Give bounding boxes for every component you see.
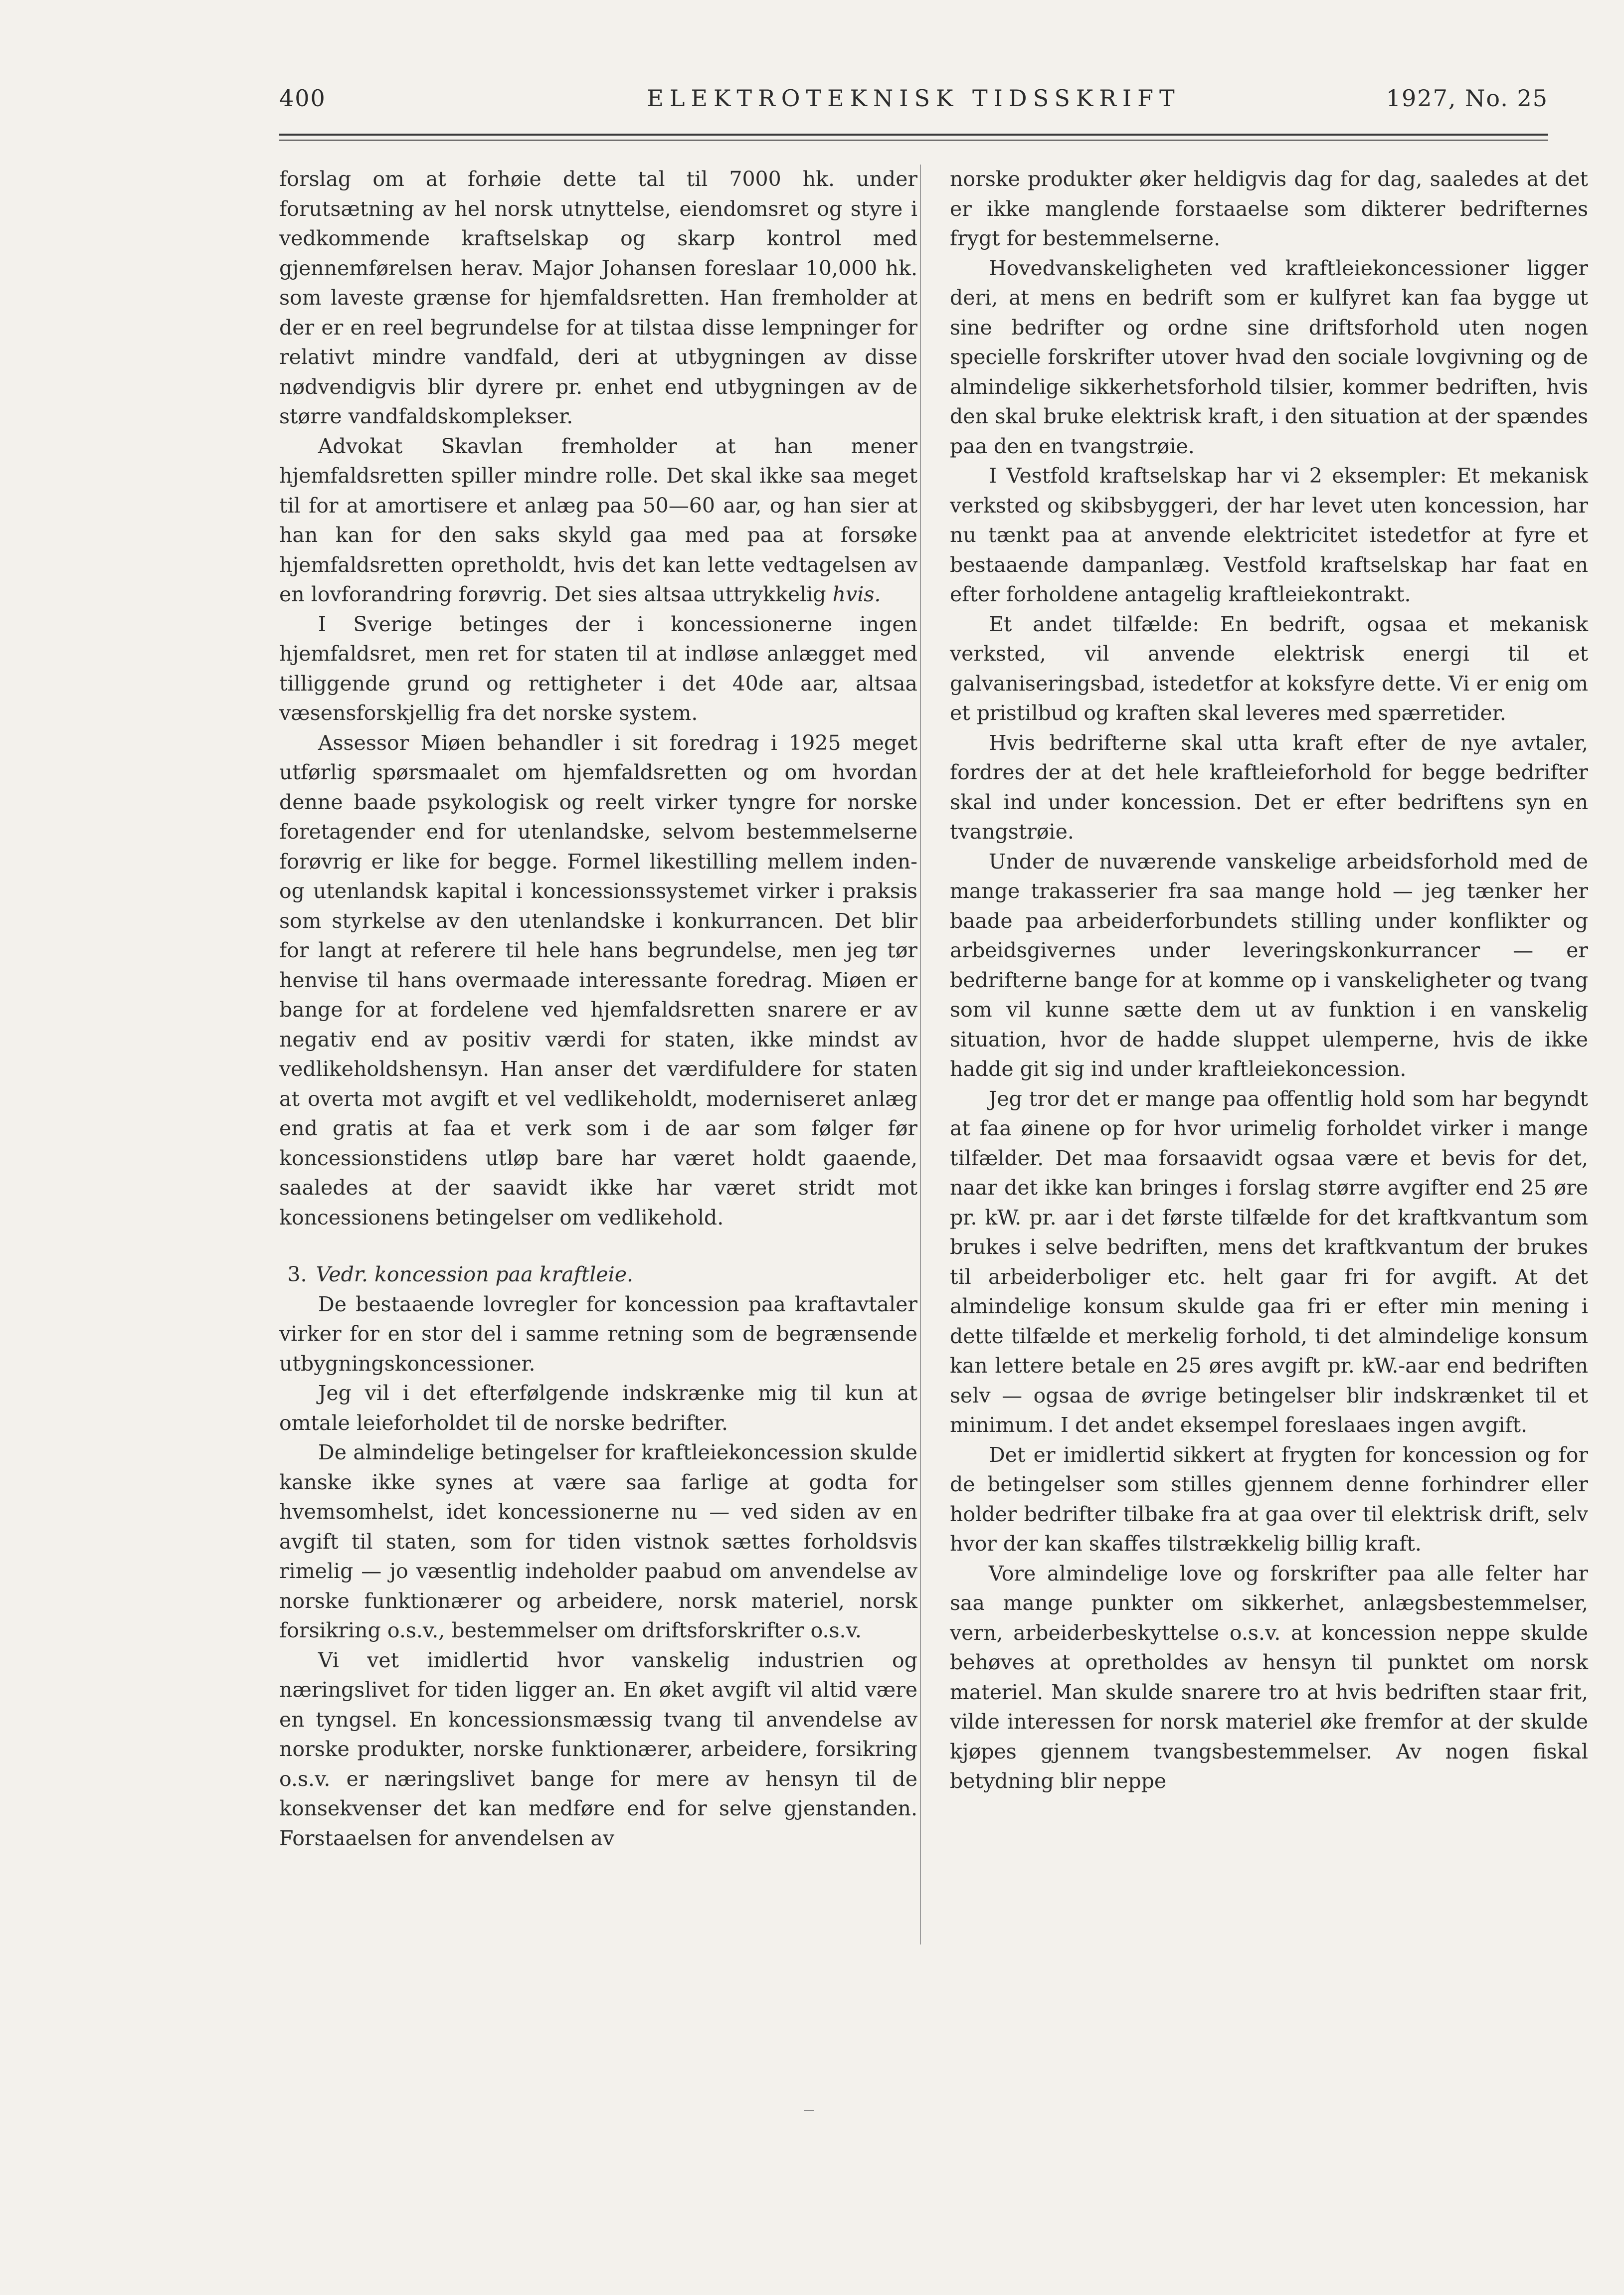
issue-label: 1927, No. 25 [1386, 85, 1548, 112]
paragraph: Det er imidlertid sikkert at frygten for koncession og for de betingelser som stilles gjennem denne forhindrer eller holder bedrifter tilbake fra at gaa over til elektrisk drift, selv hvor der kan skaffes tilstrækkelig billig kraft. [950, 1442, 1588, 1556]
paragraph: I Vestfold kraftselskap har vi 2 eksempler: Et mekanisk verksted og skibsbyggeri, der har levet uten koncession, har nu tænkt paa at anvende elektricitet istedetfor at fyre et bestaaende dampanlæg. Vestfold kraftselskap har faat en efter forholdene antagelig kraftleiekontrakt. [950, 464, 1588, 606]
paragraph: Under de nuværende vanskelige arbeidsforhold med de mange trakasserier fra saa mange hold — jeg tænker her baade paa arbeiderforbundets stilling under konflikter og arbeidsgivernes under leveringskonkurrancer — er bedrifterne bange for at komme op i vanskeligheter og tvang som vil kunne sætte dem ut av funktion i en vanskelig situation, hvor de hadde sluppet ulemperne, hvis de ikke hadde git sig ind under kraftleiekoncession. [950, 849, 1588, 1081]
emphasis-text: hvis. [832, 582, 881, 606]
paragraph-text: Advokat Skavlan fremholder at han mener hjemfaldsretten spiller mindre rolle. Det skal ikke saa meget til for at amortisere et anlæg paa 50—60 aar, og han sier at han kan for den saks skyld gaa med paa at forsøke hjemfaldsretten opretholdt, hvis det kan lette vedtagelsen av en lovforandring forøvrig. Det sies altsaa uttrykkelig [279, 434, 917, 606]
page-number: 400 [279, 85, 326, 112]
paragraph: Vore almindelige love og forskrifter paa alle felter har saa mange punkter om sikkerhet, anlægsbestemmelser, vern, arbeiderbeskyttelse o.s.v. at koncession neppe skulde behøves at opretholdes av hensyn til punktet om norsk materiel. Man skulde snarere tro at hvis bedriften staar frit, vilde interessen for norsk materiel øke fremfor at der skulde kjøpes gjennem tvangsbestemmelser. Av nogen fiskal betydning blir neppe [950, 1561, 1588, 1793]
paper-mark [804, 2110, 814, 2111]
paragraph: De almindelige betingelser for kraftleiekoncession skulde kanske ikke synes at være saa farlige at godta for hvemsomhelst, idet koncessionerne nu — ved siden av en avgift til staten, som for tiden vistnok sættes forholdsvis rimelig — jo væsentlig indeholder paabud om anvendelse av norske funktionærer og arbeidere, norsk materiel, norsk forsikring o.s.v., bestemmelser om driftsforskrifter o.s.v. [279, 1440, 917, 1642]
section-heading [279, 1260, 917, 1290]
paragraph: De bestaaende lovregler for koncession paa kraftavtaler virker for en stor del i samme retning som de begrænsende utbygningskoncessioner. [279, 1292, 917, 1376]
paragraph: Vi vet imidlertid hvor vanskelig industrien og næringslivet for tiden ligger an. En øket avgift vil altid være en tyngsel. En koncessionsmæssig tvang til anvendelse av norske produkter, norske funktionærer, arbeidere, forsikring o.s.v. er næringslivet bange for mere av hensyn til de konsekvenser det kan medføre end for selve gjenstanden. Forstaaelsen for anvendelsen av [279, 1648, 917, 1850]
header-rule-top [279, 134, 1548, 136]
left-column [279, 165, 917, 1853]
column-divider [920, 165, 921, 1944]
paragraph: Hovedvanskeligheten ved kraftleiekoncessioner ligger deri, at mens en bedrift som er kulfyret kan faa bygge ut sine bedrifter og ordne sine driftsforhold uten nogen specielle forskrifter utover hvad den sociale lovgivning og de almindelige sikkerhetsforhold tilsier, kommer bedriften, hvis den skal bruke elektrisk kraft, i den situation at der spændes paa den en tvangstrøie. [950, 256, 1588, 458]
page-header [279, 85, 1548, 125]
paragraph [279, 432, 917, 610]
journal-title: ELEKTROTEKNISK TIDSSKRIFT [647, 85, 1181, 112]
paragraph: norske produkter øker heldigvis dag for dag, saaledes at det er ikke manglende forstaaelse som dikterer bedrifternes frygt for bestemmelserne. [950, 167, 1588, 250]
paragraph: Jeg vil i det efterfølgende indskrænke mig til kun at omtale leieforholdet til de norske bedrifter. [279, 1381, 917, 1435]
right-column [950, 165, 1588, 1796]
section-title: Vedr. koncession paa kraftleie. [316, 1262, 633, 1286]
section-number: 3. [287, 1262, 307, 1286]
header-rule-bottom [279, 140, 1548, 141]
paragraph: I Sverige betinges der i koncessionerne ingen hjemfaldsret, men ret for staten til at indløse anlægget med tilliggende grund og rettigheter i det 40de aar, altsaa væsensforskjellig fra det norske system. [279, 612, 917, 725]
paragraph: forslag om at forhøie dette tal til 7000 hk. under forutsætning av hel norsk utnyttelse, eiendomsret og styre i vedkommende kraftselskap og skarp kontrol med gjennemførelsen herav. Major Johansen foreslaar 10,000 hk. som laveste grænse for hjemfaldsretten. Han fremholder at der er en reel begrundelse for at tilstaa disse lempninger for relativt mindre vandfald, deri at utbygningen av disse nødvendigvis blir dyrere pr. enhet end utbygningen av de større vandfaldskomplekser. [279, 167, 917, 428]
paragraph: Jeg tror det er mange paa offentlig hold som har begyndt at faa øinene op for hvor urimelig forholdet virker i mange tilfælder. Det maa forsaavidt ogsaa være et bevis for det, naar det ikke kan bringes i forslag større avgifter end 25 øre pr. kW. pr. aar i det første tilfælde for det kraftkvantum som brukes i selve bedriften, mens det kraftkvantum der brukes til arbeiderboliger etc. helt gaar fri for avgift. At det almindelige konsum skulde gaa fri er efter min mening i dette tilfælde et merkelig forhold, ti det almindelige konsum kan lettere betale en 25 øres avgift pr. kW.-aar end bedriften selv — ogsaa de øvrige betingelser blir indskrænket til et minimum. I det andet eksempel foreslaaes ingen avgift. [950, 1086, 1588, 1437]
paragraph: Hvis bedrifterne skal utta kraft efter de nye avtaler, fordres der at det hele kraftleieforhold for begge bedrifter skal ind under koncession. Det er efter bedriftens syn en tvangstrøie. [950, 730, 1588, 844]
paragraph: Assessor Miøen behandler i sit foredrag i 1925 meget utførlig spørsmaalet om hjemfaldsretten og om hvordan denne baade psykologisk og reelt virker tyngre for norske foretagender end for utenlandske, selvom bestemmelserne forøvrig er like for begge. Formel likestilling mellem inden- og utenlandsk kapital i koncessionssystemet virker i praksis som styrkelse av den utenlandske i konkurrancen. Det blir for langt at referere til hele hans begrundelse, men jeg tør henvise til hans overmaade interessante foredrag. Miøen er bange for at fordelene ved hjemfaldsretten snarere er av negativ end av positiv værdi for staten, ikke mindst av vedlikeholdshensyn. Han anser det værdifuldere for staten at overta mot avgift et vel vedlikeholdt, moderniseret anlæg end gratis at faa et verk som i de aar som følger før koncessionstidens utløp bare har været holdt gaaende, saaledes at der saavidt ikke har været stridt mot koncessionens betingelser om vedlikehold. [279, 730, 917, 1230]
paragraph: Et andet tilfælde: En bedrift, ogsaa et mekanisk verksted, vil anvende elektrisk energi til et galvaniseringsbad, istedetfor at koksfyre dette. Vi er enig om et pristilbud og kraften skal leveres med spærretider. [950, 612, 1588, 725]
